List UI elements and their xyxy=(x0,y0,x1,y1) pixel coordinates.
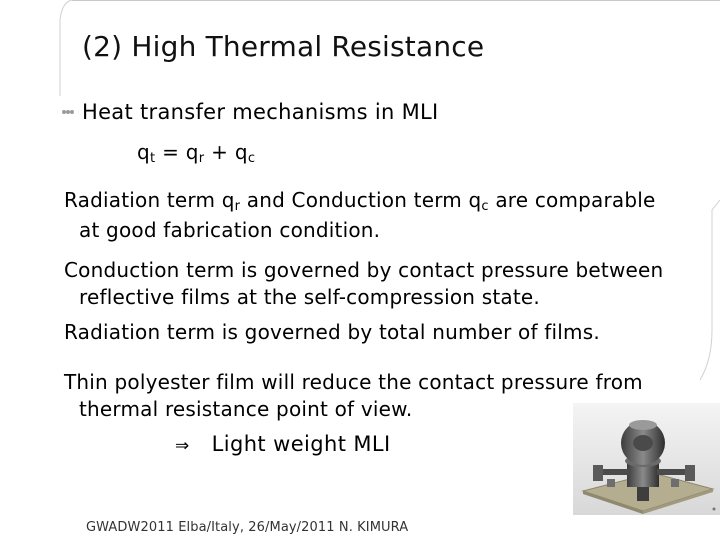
cryostat-illustration xyxy=(573,403,720,515)
paragraph-radiation-films: Radiation term is governed by total number of films. xyxy=(64,320,600,344)
p1-line2: at good fabrication condition. xyxy=(79,218,381,242)
conclusion-text: Light weight MLI xyxy=(211,432,391,456)
p4-line2: thermal resistance point of view. xyxy=(79,397,413,421)
formula-c: q xyxy=(234,140,248,164)
frame-top-line xyxy=(72,0,720,1)
formula-lhs-sub: t xyxy=(150,151,156,166)
p1-sub-c: c xyxy=(481,199,489,214)
formula-plus: + xyxy=(204,140,235,164)
formula-lhs: q xyxy=(137,140,150,164)
bullet-item xyxy=(60,100,439,124)
conclusion-line xyxy=(175,432,391,456)
p1-text-a: Radiation term q xyxy=(64,188,235,212)
p2-line2: reflective films at the self-compression state. xyxy=(79,285,540,309)
p1-sub-r: r xyxy=(234,199,241,214)
slide-footer: GWADW2011 Elba/Italy, 26/May/2011 N. KIMURA xyxy=(86,520,409,535)
formula-c-sub: c xyxy=(247,151,256,166)
formula-r: q xyxy=(185,140,199,164)
implies-arrow-icon: ⇒ xyxy=(175,436,190,456)
formula-r-sub: r xyxy=(198,151,205,166)
bullet-text: Heat transfer mechanisms in MLI xyxy=(82,100,439,124)
paragraph-radiation-conduction xyxy=(64,187,714,244)
p4-line1: Thin polyester film will reduce the contact pressure from xyxy=(64,370,643,394)
p2-line1: Conduction term is governed by contact pressure between xyxy=(64,258,664,282)
heat-transfer-formula xyxy=(137,140,255,164)
decorative-bullet-icon xyxy=(60,104,76,120)
formula-eq: = xyxy=(155,140,186,164)
p1-text-c: are comparable xyxy=(488,188,656,212)
p1-text-b: and Conduction term q xyxy=(240,188,482,212)
paragraph-conduction-pressure xyxy=(64,257,720,311)
slide-title: (2) High Thermal Resistance xyxy=(82,30,485,63)
